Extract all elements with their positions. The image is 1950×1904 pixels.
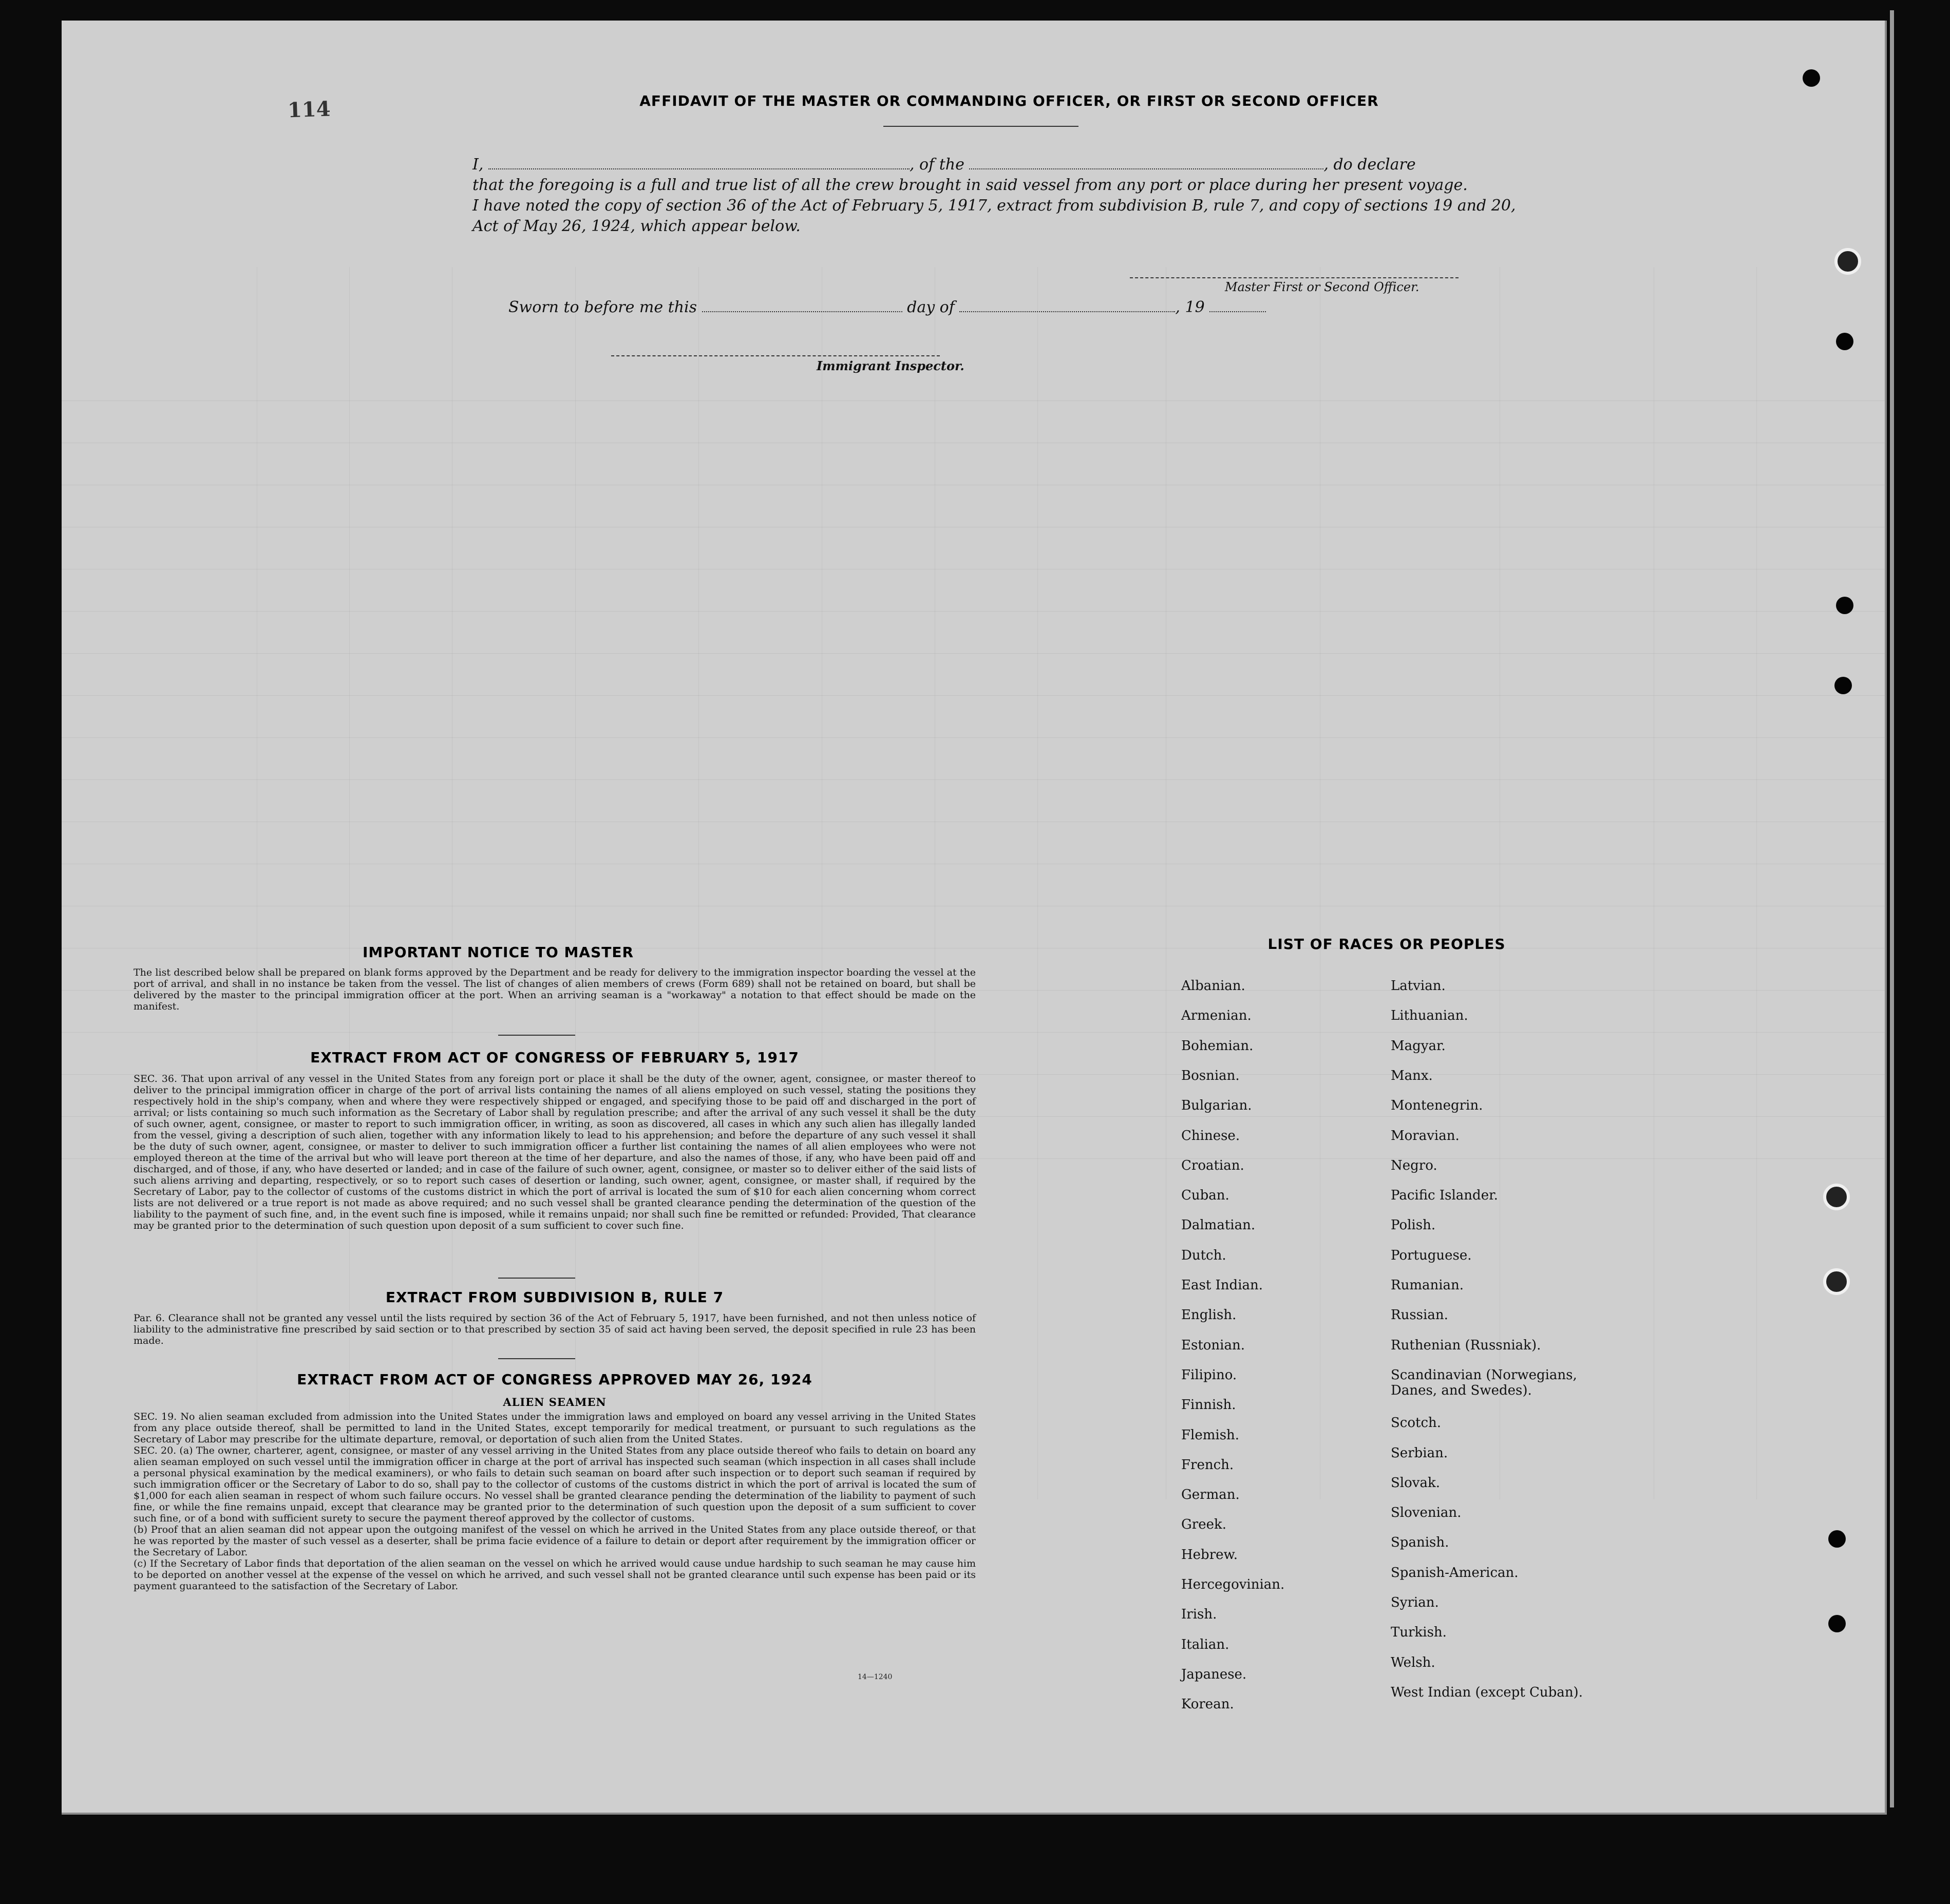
ghost-column	[1037, 267, 1038, 1499]
race-item: Lithuanian.	[1391, 1008, 1468, 1024]
binding-ring	[1823, 1184, 1850, 1210]
ghost-row	[62, 695, 1885, 696]
race-item: Armenian.	[1181, 1008, 1252, 1024]
race-item: Serbian.	[1391, 1445, 1448, 1461]
race-item: Manx.	[1391, 1068, 1433, 1083]
inspector-signature-line[interactable]	[611, 355, 940, 356]
race-item: Spanish.	[1391, 1535, 1449, 1551]
day-of-label: day of	[907, 298, 955, 316]
race-item: Bosnian.	[1181, 1068, 1240, 1083]
race-item: Montenegrin.	[1391, 1098, 1483, 1114]
binding-hole	[1836, 333, 1853, 350]
affidavit-line-3: I have noted the copy of section 36 of the Act of February 5, 1917, extract from subdivision B, rule 7, and copy of sections 19 and 20,	[472, 197, 1516, 215]
binding-hole	[1834, 677, 1852, 694]
race-item: Welsh.	[1391, 1654, 1435, 1670]
ghost-column	[1756, 267, 1757, 1499]
race-item: Albanian.	[1181, 978, 1245, 994]
notice-title: IMPORTANT NOTICE TO MASTER	[362, 944, 634, 961]
race-item: Negro.	[1391, 1157, 1437, 1173]
race-item: Irish.	[1181, 1607, 1217, 1623]
race-item: Cuban.	[1181, 1188, 1229, 1204]
race-item: Hercegovinian.	[1181, 1577, 1285, 1592]
race-item: Syrian.	[1391, 1595, 1439, 1610]
race-item: Dutch.	[1181, 1247, 1226, 1263]
race-item: Polish.	[1391, 1217, 1436, 1233]
sworn-day-blank[interactable]	[702, 311, 902, 312]
sec19-text: SEC. 19. No alien seaman excluded from admission into the United States under the immigration laws and employed on board any vessel arriving in the United States from any place outside thereof, shall be permitted to land in the United States, except temporarily for medical treatment, or pursuant to such regulations as the Secretary of Labor may prescribe for the ultimate departure, removal, or deportation of such alien from the United States.	[134, 1411, 976, 1445]
sec20a-text: SEC. 20. (a) The owner, charterer, agent, consignee, or master of any vessel arriving in the United States from any place outside thereof who fails to detain on board any alien seaman employed on such vessel until the immigration officer in charge at the port of arrival has inspected such seaman (which inspection in all cases shall include a personal physical examination by the medical examiners), or who fails to detain such seaman on board after such inspection or to deport such seaman if required by such immigration officer or the Secretary of Labor to do so, shall pay to the collector of customs of the customs district in which the port of arrival is located the sum of $1,000 for each alien seaman in respect of whom such failure occurs. No vessel shall be granted clearance pending the determination of the liability to payment of such fine, or while the fine remains unpaid, except that clearance may be granted prior to the determination of such question upon the deposit of a sum sufficient to cover such fine, or of a bond with sufficient surety to secure the payment thereof approved by the collector of customs.	[134, 1445, 976, 1524]
divider	[498, 1035, 575, 1036]
manifest-page	[62, 21, 1887, 1815]
race-item: English.	[1181, 1307, 1237, 1323]
title-underline	[883, 126, 1078, 127]
race-item: Scandinavian (Norwegians, Danes, and Swedes).	[1391, 1367, 1577, 1398]
alien-seamen-subtitle: ALIEN SEAMEN	[503, 1396, 607, 1408]
extract-1924-title: EXTRACT FROM ACT OF CONGRESS APPROVED MAY 26, 1924	[297, 1371, 812, 1388]
declare-label: , do declare	[1323, 156, 1416, 174]
binding-hole	[1828, 1530, 1846, 1548]
race-item: Italian.	[1181, 1636, 1229, 1652]
race-item: Turkish.	[1391, 1625, 1447, 1641]
binding-ring	[1834, 248, 1861, 275]
name-blank[interactable]	[488, 168, 910, 169]
master-label: Master First or Second Officer.	[1225, 280, 1419, 294]
race-item: Finnish.	[1181, 1397, 1236, 1413]
race-item: Moravian.	[1391, 1128, 1460, 1144]
race-item: Greek.	[1181, 1517, 1226, 1533]
sec20c-text: (c) If the Secretary of Labor finds that deportation of the alien seaman on the vessel on which he arrived would cause undue hardship to such seaman he may cause him to be deported on another vessel at the expense of the vessel on which he arrived, and such vessel shall not be granted clearance until such expense has been paid or its payment guaranteed to the satisfaction of the Secretary of Labor.	[134, 1558, 976, 1592]
race-item: Rumanian.	[1391, 1278, 1464, 1293]
races-title: LIST OF RACES OR PEOPLES	[1267, 936, 1506, 953]
sworn-line	[508, 298, 1266, 317]
page-edge	[1890, 10, 1894, 1807]
race-item: Japanese.	[1181, 1666, 1247, 1682]
race-item: Slovenian.	[1391, 1505, 1462, 1521]
race-item: Hebrew.	[1181, 1547, 1238, 1563]
race-item: French.	[1181, 1457, 1234, 1473]
race-item: Dalmatian.	[1181, 1217, 1256, 1233]
affidavit-line-1	[472, 155, 1551, 175]
affidavit-line-2: that the foregoing is a full and true list of all the crew brought in said vessel from any port or place during her present voyage.	[472, 176, 1468, 194]
race-item: Bohemian.	[1181, 1038, 1254, 1054]
race-item: Chinese.	[1181, 1128, 1240, 1144]
binding-hole	[1803, 69, 1820, 87]
race-item: Latvian.	[1391, 978, 1446, 994]
race-item: Estonian.	[1181, 1337, 1245, 1353]
ghost-row	[62, 1032, 1885, 1033]
rule7-title: EXTRACT FROM SUBDIVISION B, RULE 7	[385, 1289, 724, 1306]
race-item: Spanish-American.	[1391, 1565, 1519, 1581]
extract-1917-title: EXTRACT FROM ACT OF CONGRESS OF FEBRUARY 5, 1917	[310, 1049, 799, 1066]
of-the-label: , of the	[909, 156, 964, 174]
ghost-row	[62, 611, 1885, 612]
affidavit-line-4: Act of May 26, 1924, which appear below.	[472, 217, 801, 235]
i-label: I,	[472, 156, 484, 174]
binding-hole	[1828, 1615, 1846, 1632]
extract-1924-text	[134, 1411, 976, 1592]
race-item: Magyar.	[1391, 1038, 1446, 1054]
sworn-year-blank[interactable]	[1209, 311, 1266, 312]
divider	[498, 1278, 575, 1279]
race-item: Filipino.	[1181, 1367, 1237, 1383]
document-number: 114	[287, 97, 331, 123]
race-item: Bulgarian.	[1181, 1098, 1252, 1114]
race-item: Pacific Islander.	[1391, 1188, 1498, 1204]
race-item: Slovak.	[1391, 1475, 1440, 1491]
ghost-row	[62, 779, 1885, 780]
inspector-label: Immigrant Inspector.	[817, 358, 964, 373]
notice-text: The list described below shall be prepared on blank forms approved by the Department and be ready for delivery to the immigration inspector boarding the vessel at the port of arrival, and shall in no instance be taken from the vessel. The list of changes of alien members of crews (Form 689) shall not be retained on board, but shall be delivered by the master to the principal immigration officer at the port. When an arriving seaman is a "workaway" a notation to that effect should be made on the manifest.	[134, 967, 976, 1012]
race-item: Korean.	[1181, 1697, 1234, 1712]
race-item: West Indian (except Cuban).	[1391, 1684, 1583, 1700]
sworn-label: Sworn to before me this	[508, 298, 697, 316]
race-item: German.	[1181, 1487, 1240, 1503]
binding-hole	[1836, 597, 1853, 614]
affidavit-title: AFFIDAVIT OF THE MASTER OR COMMANDING OFFICER, OR FIRST OR SECOND OFFICER	[639, 92, 1379, 109]
sec20b-text: (b) Proof that an alien seaman did not appear upon the outgoing manifest of the vessel on which he arrived in the United States from any place outside thereof, or that he was reported by the master of such vessel as a deserter, shall be prima facie evidence of a failure to detain or deport after requirement by the immigration officer or the Secretary of Labor.	[134, 1524, 976, 1558]
ghost-row	[62, 653, 1885, 654]
ghost-row	[62, 737, 1885, 738]
vessel-blank[interactable]	[969, 168, 1323, 169]
extract-1917-text: SEC. 36. That upon arrival of any vessel in the United States from any foreign port or place it shall be the duty of the owner, agent, consignee, or master thereof to deliver to the principal immigration officer in charge of the port of arrival lists containing the names of all aliens employed on such vessel, stating the positions they respectively hold in the ship's company, when and where they were respectively shipped or engaged, and specifying those to be paid off and discharged in the port of arrival; or lists containing so much such information as the Secretary of Labor shall by regulation prescribe; and after the arrival of any such vessel it shall be the duty of such owner, agent, consignee, or master to report to such immigration officer, in writing, as soon as discovered, all cases in which any such alien has illegally landed from the vessel, giving a description of such alien, together with any information likely to lead to his apprehension; and before the departure of any such vessel it shall be the duty of such owner, agent, consignee, or master to deliver to such immigration officer a further list containing the names of all alien employees who were not employed thereon at the time of the arrival but who will leave port thereon at the time of her departure, and also the names of those, if any, who have been paid off and discharged, and of those, if any, who have deserted or landed; and in case of the failure of such owner, agent, consignee, or master so to deliver either of the said lists of such aliens arriving and departing, respectively, or so to report such cases of desertion or landing, such owner, agent, consignee, or master shall, if required by the Secretary of Labor, pay to the collector of customs of the customs district in which the port of arrival is located the sum of $10 for each alien concerning whom correct lists are not delivered or a true report is not made as above required; and no such vessel shall be granted clearance pending the determination of the question of the liability to the payment of such fine, and, in the event such fine is imposed, while it remains unpaid; nor shall such fine be remitted or refunded: Provided, That clearance may be granted prior to the determination of such question upon deposit of a sum sufficient to cover such fine.	[134, 1073, 976, 1231]
race-item: Russian.	[1391, 1307, 1448, 1323]
race-item: Ruthenian (Russniak).	[1391, 1337, 1541, 1353]
race-item: Portuguese.	[1391, 1247, 1472, 1263]
form-number: 14—1240	[858, 1673, 893, 1681]
race-item: Flemish.	[1181, 1427, 1240, 1443]
race-item: Croatian.	[1181, 1157, 1244, 1173]
year-label: , 19	[1175, 298, 1205, 316]
race-item: Scotch.	[1391, 1415, 1442, 1431]
rule7-text: Par. 6. Clearance shall not be granted any vessel until the lists required by section 36 of the Act of February 5, 1917, have been furnished, and not then unless notice of liability to the administrative fine prescribed by said section or to that prescribed by section 35 of said act having been served, the deposit specified in rule 23 has been made.	[134, 1312, 976, 1346]
race-item: East Indian.	[1181, 1278, 1263, 1293]
sworn-month-blank[interactable]	[959, 311, 1175, 312]
binding-ring	[1823, 1268, 1850, 1295]
divider	[498, 1358, 575, 1359]
master-signature-line[interactable]	[1130, 277, 1459, 278]
